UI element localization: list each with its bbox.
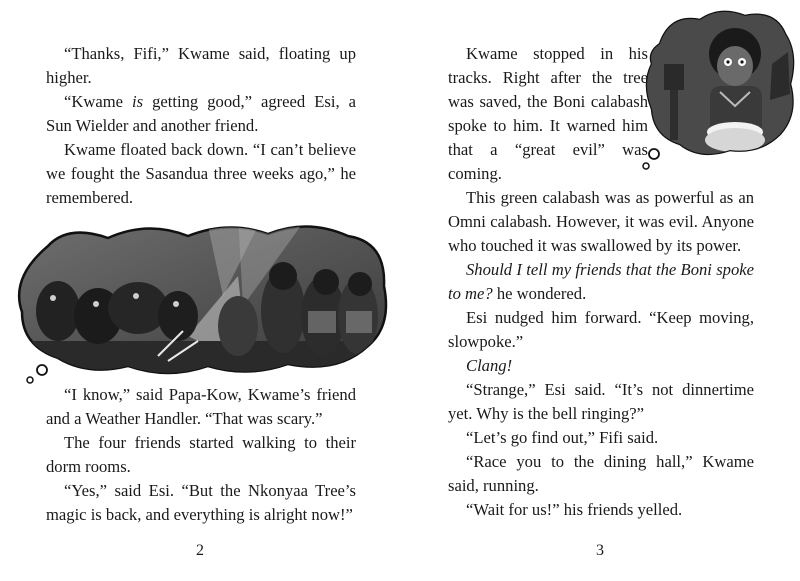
battle-illustration — [8, 216, 392, 384]
paragraph-6: “Yes,” said Esi. “But the Nkonyaa Tree’s magic is back, and everything is alright now!” — [46, 481, 356, 524]
right-page — [400, 0, 800, 581]
paragraph-11: Clang! — [466, 356, 513, 375]
paragraph-14: “Race you to the dining hall,” Kwame said, running. — [448, 452, 754, 495]
paragraph-8: This green calabash was as powerful as an Omni calabash. However, it was evil. Anyone who touched it was swallowed by its power. — [448, 188, 754, 255]
paragraph-15: “Wait for us!” his friends yelled. — [466, 500, 683, 519]
paragraph-4: “I know,” said Papa-Kow, Kwame’s friend and a Weather Handler. “That was scary.” — [46, 385, 356, 428]
page-number: 3 — [596, 542, 604, 559]
paragraph-12: “Strange,” Esi said. “It’s not dinnertime yet. Why is the bell ringing?” — [448, 380, 754, 423]
paragraph-1: “Thanks, Fifi,” Kwame said, floating up higher. — [46, 44, 356, 87]
paragraph-2: “Kwame is getting good,” agreed Esi, a Sun Wielder and another friend. — [46, 92, 356, 135]
paragraph-13: “Let’s go find out,” Fifi said. — [466, 428, 659, 447]
paragraph-9: Should I tell my friends that the Boni spoke to me? he wondered. — [448, 260, 754, 303]
paragraph-5: The four friends started walking to their dorm rooms. — [46, 433, 356, 476]
kwame-calabash-illustration — [640, 4, 800, 172]
page-number: 2 — [196, 542, 204, 559]
paragraph-3: Kwame floated back down. “I can’t believe we fought the Sasandua three weeks ago,” he remembered. — [46, 140, 356, 207]
paragraph-10: Esi nudged him forward. “Keep moving, slowpoke.” — [448, 308, 754, 351]
paragraph-7: Kwame stopped in his tracks. Right after the tree was saved, the Boni calabash spoke to him. It warned him that a “great evil” was coming. — [448, 44, 648, 183]
